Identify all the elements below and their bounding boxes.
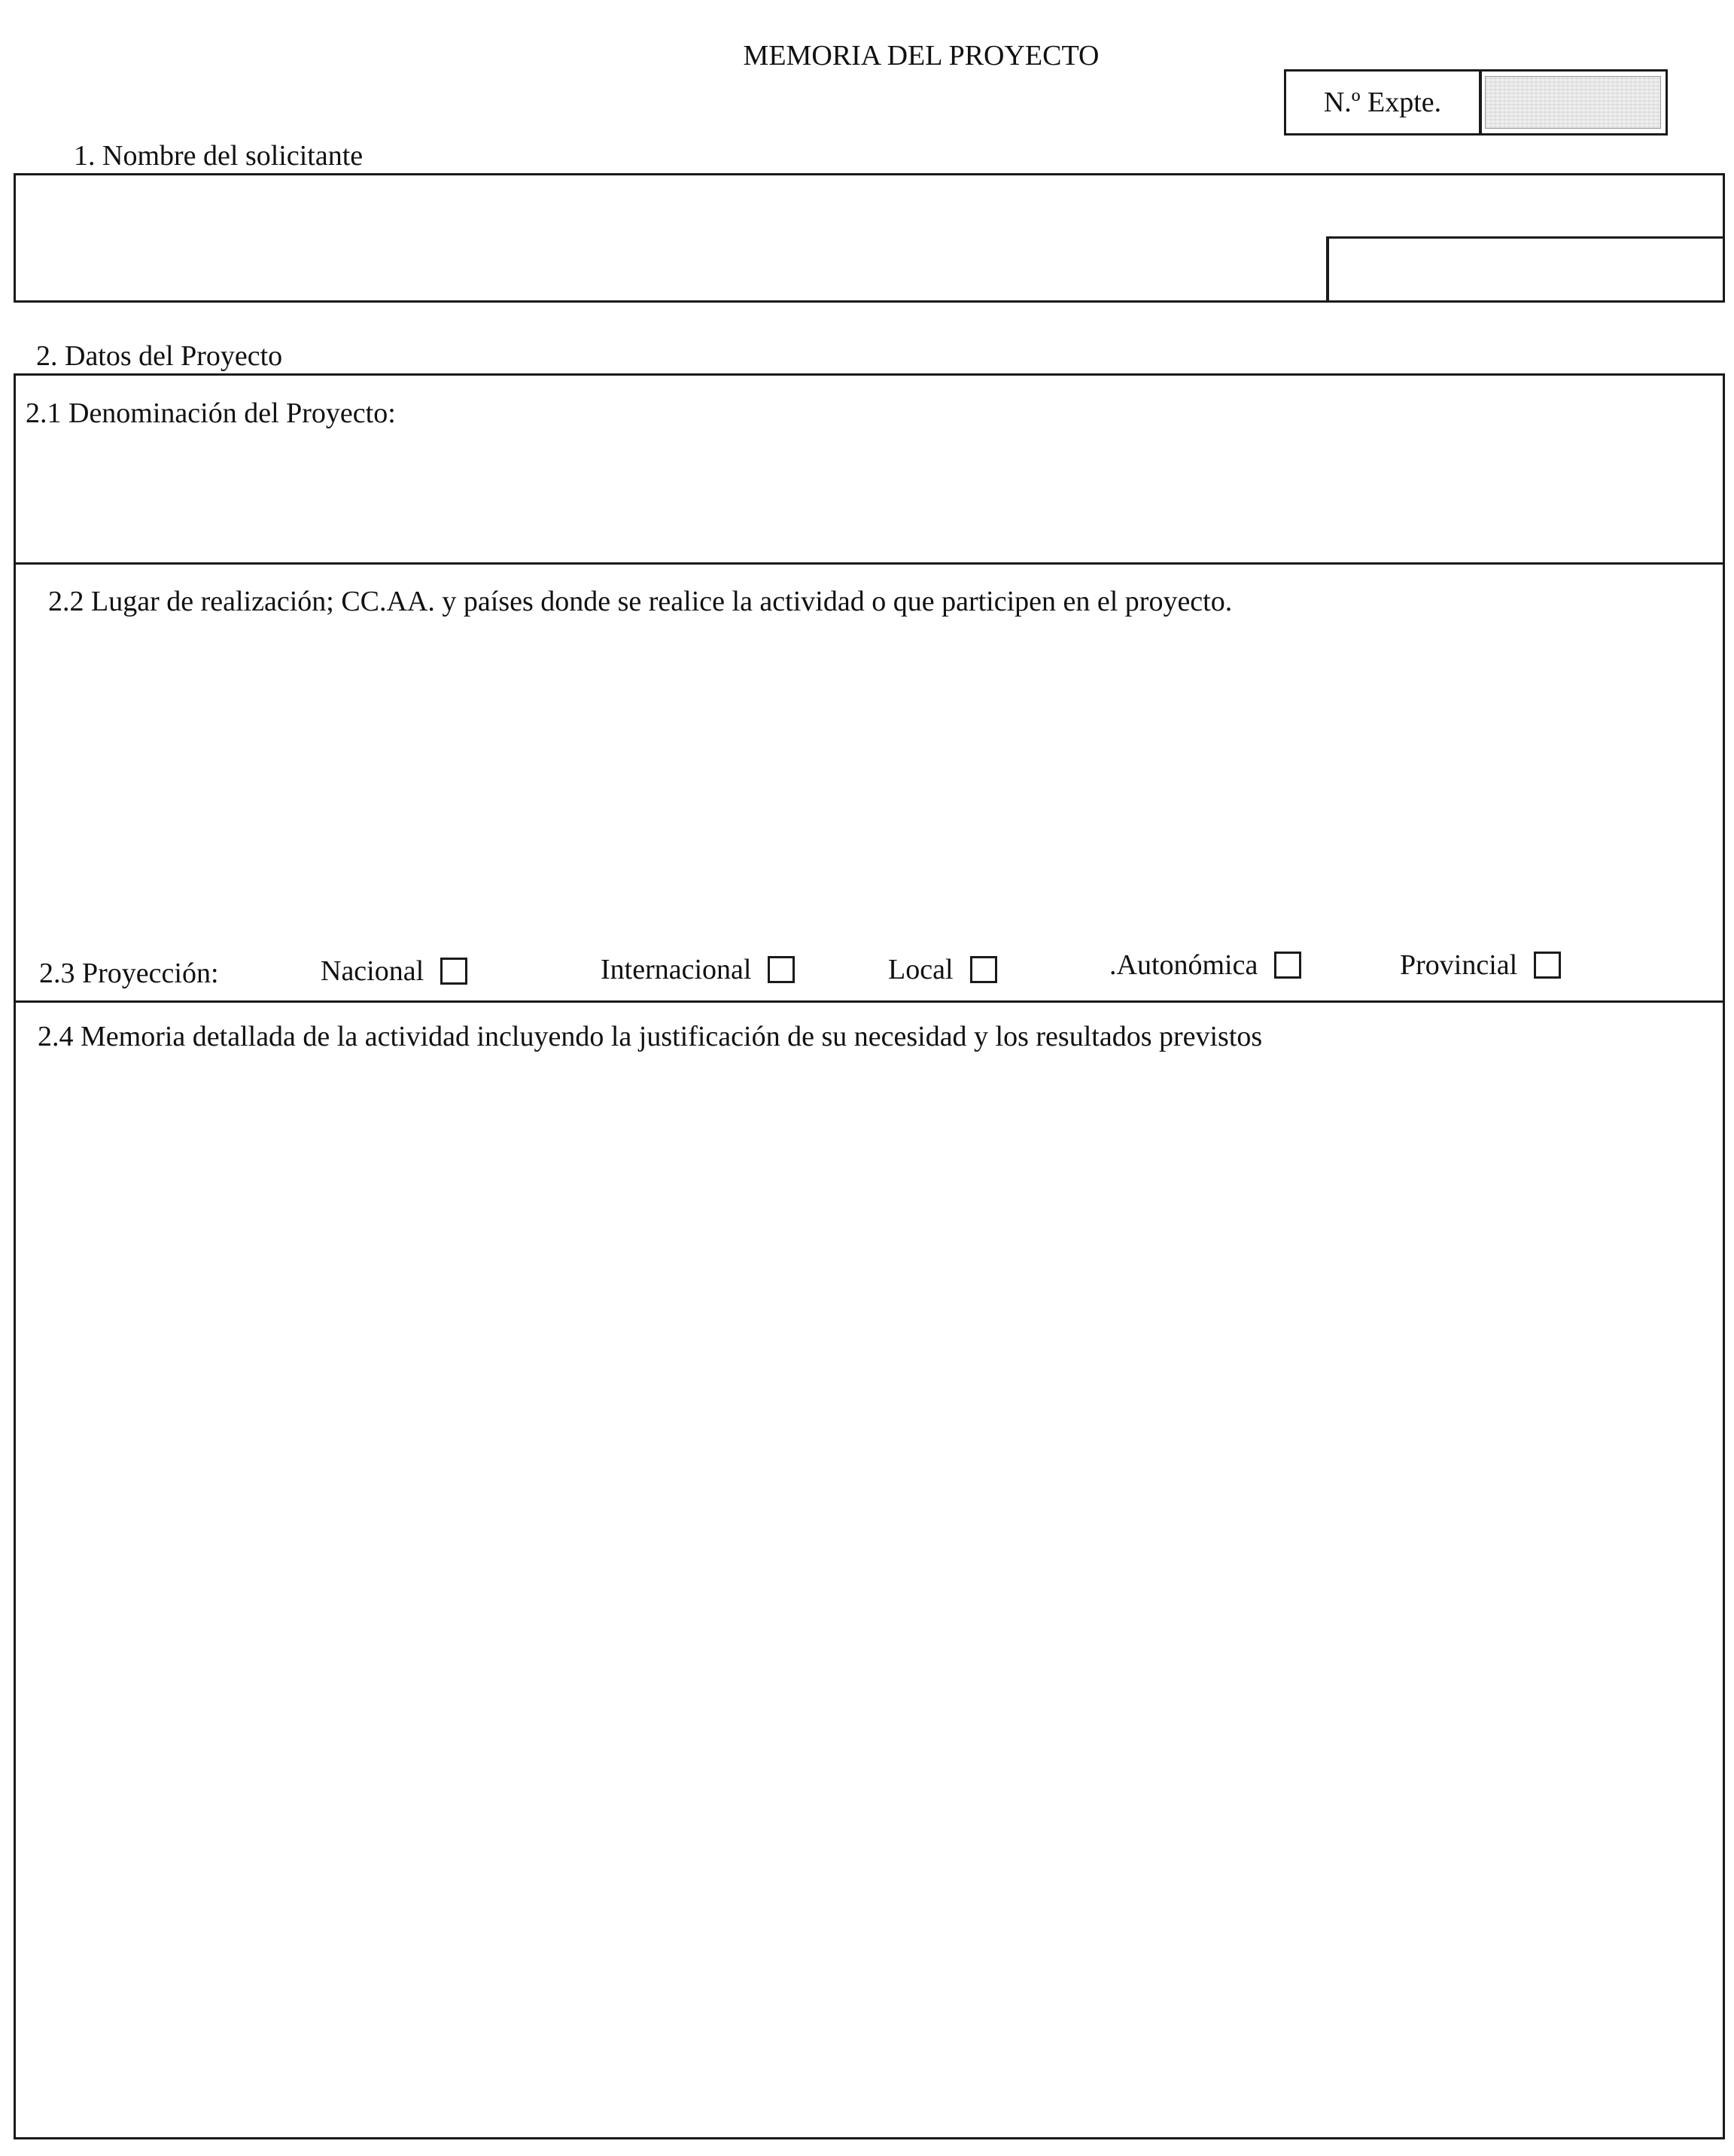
local-checkbox[interactable] (970, 956, 997, 983)
project-data-box (14, 373, 1725, 2139)
proyeccion-label: 2.3 Proyección: (39, 958, 219, 989)
divider-line (16, 1000, 1723, 1003)
expediente-field[interactable] (1485, 76, 1661, 129)
section2-label: 2. Datos del Proyecto (36, 340, 283, 372)
provincial-checkbox[interactable] (1534, 952, 1561, 979)
memoria-detallada-label: 2.4 Memoria detallada de la actividad incluyendo la justificación de su necesidad y los resultados previstos (38, 1021, 1263, 1052)
proyeccion-option-autonomica[interactable] (1109, 949, 1301, 982)
proyeccion-option-internacional[interactable] (601, 953, 795, 986)
nacional-checkbox[interactable] (440, 958, 467, 985)
option-label: Nacional (321, 955, 424, 987)
proyeccion-option-provincial[interactable] (1400, 949, 1561, 982)
expediente-label: N.º Expte. (1286, 72, 1482, 133)
solicitante-name-field[interactable] (14, 173, 1725, 303)
option-label: Internacional (601, 954, 752, 985)
lugar-realizacion-label: 2.2 Lugar de realización; CC.AA. y países donde se realice la actividad o que participen en el proyecto. (48, 586, 1233, 617)
divider-line (16, 562, 1723, 565)
option-label: Local (888, 954, 954, 985)
option-label: .Autonómica (1109, 949, 1258, 981)
denominacion-label: 2.1 Denominación del Proyecto: (26, 397, 396, 429)
proyeccion-option-nacional[interactable] (321, 955, 467, 988)
proyeccion-option-local[interactable] (888, 953, 997, 986)
document-title: MEMORIA DEL PROYECTO (743, 40, 1100, 72)
expediente-box (1284, 69, 1668, 136)
autonomica-checkbox[interactable] (1274, 952, 1301, 979)
option-label: Provincial (1400, 949, 1518, 981)
internacional-checkbox[interactable] (768, 956, 795, 983)
section1-label: 1. Nombre del solicitante (74, 140, 364, 172)
solicitante-sub-field[interactable] (1326, 236, 1725, 303)
